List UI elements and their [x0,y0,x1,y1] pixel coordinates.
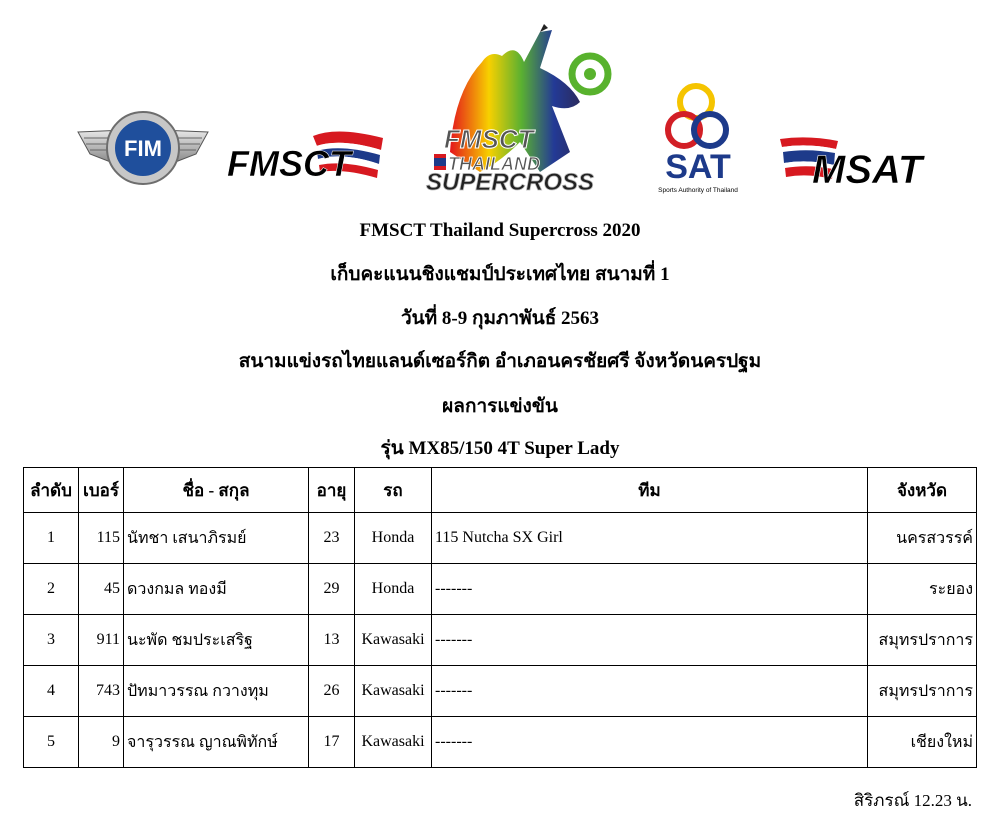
province-cell: เชียงใหม่ [868,717,977,768]
col-rank-header: ลำดับ [24,468,79,513]
number-cell: 743 [79,666,124,717]
province-cell: สมุทรปราการ [868,615,977,666]
province-cell: นครสวรรค์ [868,513,977,564]
col-number-header: เบอร์ [79,468,124,513]
col-age-header: อายุ [309,468,355,513]
province-cell: สมุทรปราการ [868,666,977,717]
svg-text:FMSCT: FMSCT [227,143,351,184]
bike-cell: Honda [355,564,432,615]
name-cell: ดวงกมล ทองมี [124,564,309,615]
col-bike-header: รถ [355,468,432,513]
name-cell: ปัทมาวรรณ กวางทุม [124,666,309,717]
number-cell: 9 [79,717,124,768]
number-cell: 45 [79,564,124,615]
svg-text:MSAT: MSAT [812,148,923,190]
rank-cell: 2 [24,564,79,615]
col-name-header: ชื่อ - สกุล [124,468,309,513]
msat-logo [778,135,930,190]
table-header-row [24,468,977,513]
results-table [23,467,977,768]
svg-text:THAILAND: THAILAND [448,154,540,174]
sat-logo [648,80,748,195]
svg-text:SUPERCROSS: SUPERCROSS [426,169,595,196]
team-cell: 115 Nutcha SX Girl [432,513,868,564]
age-cell: 29 [309,564,355,615]
name-cell: นะพัด ชมประเสริฐ [124,615,309,666]
number-cell: 115 [79,513,124,564]
event-title: FMSCT Thailand Supercross 2020 [359,220,641,241]
table-row [24,717,977,768]
rank-cell: 5 [24,717,79,768]
table-row [24,513,977,564]
signature-time-note: สิริภรณ์ 12.23 น. [853,791,972,810]
fmsct-supercross-logo [420,22,635,202]
team-cell: ------- [432,564,868,615]
name-cell: นัทชา เสนาภิรมย์ [124,513,309,564]
fim-logo [76,108,210,188]
name-cell: จารุวรรณ ญาณพิทักษ์ [124,717,309,768]
bike-cell: Kawasaki [355,666,432,717]
table-row [24,564,977,615]
age-cell: 23 [309,513,355,564]
age-cell: 17 [309,717,355,768]
col-team-header: ทีม [432,468,868,513]
bike-cell: Kawasaki [355,615,432,666]
team-cell: ------- [432,615,868,666]
svg-text:SAT: SAT [665,148,731,186]
rank-cell: 3 [24,615,79,666]
table-row [24,666,977,717]
table-row [24,615,977,666]
rank-cell: 1 [24,513,79,564]
bike-cell: Kawasaki [355,717,432,768]
age-cell: 26 [309,666,355,717]
fmsct-logo [225,124,385,186]
event-date: วันที่ 8-9 กุมภาพันธ์ 2563 [400,308,600,329]
team-cell: ------- [432,717,868,768]
race-class: รุ่น MX85/150 4T Super Lady [380,438,620,459]
event-venue: สนามแข่งรถไทยแลนด์เซอร์กิต อำเภอนครชัยศรี จังหวัดนครปฐม [238,351,762,372]
bike-cell: Honda [355,513,432,564]
team-cell: ------- [432,666,868,717]
svg-text:FMSCT: FMSCT [444,124,534,154]
results-heading: ผลการแข่งขัน [442,396,558,417]
svg-text:Sports Authority of Thailand: Sports Authority of Thailand [658,187,738,194]
rank-cell: 4 [24,666,79,717]
svg-text:FIM: FIM [124,136,162,161]
number-cell: 911 [79,615,124,666]
col-province-header: จังหวัด [868,468,977,513]
province-cell: ระยอง [868,564,977,615]
age-cell: 13 [309,615,355,666]
event-subtitle: เก็บคะแนนชิงแชมป์ประเทศไทย สนามที่ 1 [330,264,670,285]
